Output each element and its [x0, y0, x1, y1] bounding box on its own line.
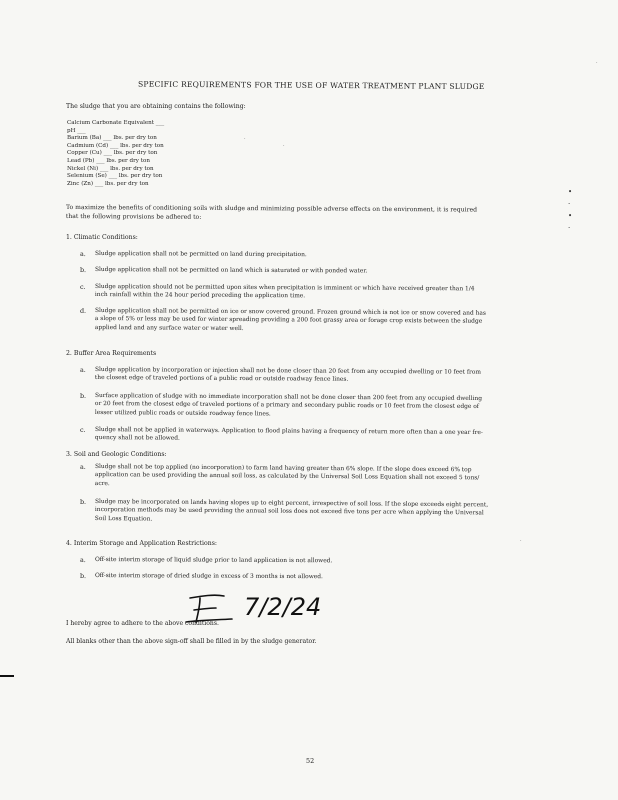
requirements-preamble: [66, 204, 558, 224]
provision-item: [79, 249, 560, 261]
provision-item: [79, 265, 560, 277]
provision-item: [79, 462, 560, 492]
analysis-list: [67, 120, 164, 188]
item-line: Sludge shall not be applied in waterways. Application to flood plains having a frequency of return more often than a one year fre-: [94, 426, 483, 437]
scan-speck: ·: [520, 538, 522, 544]
item-line: applied land and any surface water or water well.: [94, 324, 244, 332]
item-line: Sludge application shall not be permitted on ice or snow covered ground. Frozen ground which is not ice or snow covered and has: [94, 307, 486, 317]
item-letter: d.: [79, 306, 87, 315]
provision-item: [79, 365, 560, 386]
section-heading: 3. Soil and Geologic Conditions:: [66, 451, 167, 458]
item-line: Sludge may be incorporated on lands having slopes up to eight percent, irrespective of soil loss. If the slope exceeds eight percent,: [94, 498, 489, 509]
provision-item: [79, 306, 560, 335]
analysis-line: pH ___: [67, 127, 86, 134]
scan-speck: ·: [283, 143, 285, 149]
item-letter: a.: [79, 249, 86, 258]
analysis-line: Copper (Cu) ___ lbs. per dry ton: [67, 150, 158, 157]
analysis-line: Calcium Carbonate Equivalent ___: [67, 120, 165, 126]
item-letter: a.: [79, 462, 86, 471]
item-line: lesser utilized public roads or outside roadway fence lines.: [94, 409, 271, 417]
section-heading: 2. Buffer Area Requirements: [66, 350, 157, 357]
item-line: Soil Loss Equation.: [94, 515, 153, 523]
preamble-line: To maximize the benefits of conditioning soils with sludge and minimizing possible adverse effects on the environment, it is required: [65, 204, 478, 214]
provision-item: [79, 425, 560, 446]
item-line: Sludge application shall not be permitted on land which is saturated or with ponded water.: [94, 267, 368, 275]
item-line: quency shall not be allowed.: [94, 435, 180, 442]
item-line: incorporation methods may be used providing the annual soil loss does not exceed five tons per acre when applying the Universal: [94, 507, 484, 517]
item-line: Sludge shall not be top applied (no incorporation) to farm land having greater than 6% slope. If the slope does exceed 6% top: [94, 463, 472, 474]
item-letter: b.: [79, 497, 87, 506]
page-title: SPECIFIC REQUIREMENTS FOR THE USE OF WATER TREATMENT PLANT SLUDGE: [137, 79, 485, 92]
item-letter: a.: [79, 365, 86, 374]
handwritten-date: 7/2/24: [244, 593, 322, 621]
item-letter: c.: [79, 282, 86, 291]
section-heading: 1. Climatic Conditions:: [66, 234, 138, 241]
provision-item: [79, 555, 560, 567]
analysis-line: Zinc (Zn) ___ lbs. per dry ton: [67, 180, 149, 187]
provision-item: [79, 282, 560, 302]
provision-item: [79, 571, 560, 583]
item-line: Sludge application by incorporation or injection shall not be done closer than 20 feet from any occupied dwelling or 10 feet from: [94, 366, 482, 376]
page-number: 52: [306, 757, 315, 765]
item-line: or 20 feet from the closest edge of traveled portions of a primary and secondary public roads or 10 feet from the closest edge of: [94, 401, 479, 411]
scan-speck: ·: [596, 60, 598, 66]
intro-text: The sludge that you are obtaining contains the following:: [66, 103, 246, 110]
analysis-line: Selenium (Se) ___ lbs. per dry ton: [67, 173, 163, 180]
item-line: Off-site interim storage of dried sludge in excess of 3 months is not allowed.: [94, 573, 323, 581]
item-line: Off-site interim storage of liquid sludge prior to land application is not allowed.: [94, 557, 333, 565]
agreement-line: I hereby agree to adhere to the above conditions.: [66, 620, 219, 627]
item-letter: b.: [79, 265, 87, 274]
provision-item: [79, 497, 560, 527]
scan-speck: ·: [244, 136, 246, 142]
item-letter: b.: [79, 571, 87, 580]
item-line: a slope of 5% or less may be used for winter spreading providing a 200 foot grassy area or forage crop exists between the sludge: [94, 316, 483, 326]
item-line: inch rainfall within the 24 hour period preceding the application time.: [94, 292, 306, 300]
blanks-note: All blanks other than the above sign-off shall be filled in by the sludge generator.: [66, 638, 317, 645]
item-letter: c.: [79, 425, 86, 434]
binding-mark: [0, 675, 14, 677]
section-heading: 4. Interim Storage and Application Restrictions:: [66, 540, 217, 547]
item-line: Sludge application should not be permitted upon sites when precipitation is imminent or which have received greater than 1/4: [94, 283, 475, 293]
item-line: Surface application of sludge with no immediate incorporation shall not be done closer than 200 feet from any occupied dwelling: [94, 392, 482, 403]
analysis-line: Cadmium (Cd) ___ lbs. per dry ton: [67, 142, 164, 149]
provision-item: [79, 391, 560, 421]
analysis-line: Nickel (Ni) ___ lbs. per dry ton: [67, 165, 154, 172]
item-letter: b.: [79, 391, 87, 400]
item-line: the closest edge of traveled portions of a public road or outside roadway fence lines.: [94, 375, 349, 384]
margin-specks: • · • ·: [568, 188, 573, 232]
preamble-line: that the following provisions be adhered to:: [65, 212, 202, 221]
item-line: Sludge application shall not be permitted on land during precipitation.: [94, 250, 307, 259]
analysis-line: Barium (Ba) ___ lbs. per dry ton: [67, 135, 157, 142]
item-line: application can be used providing the annual soil loss, as calculated by the Universal Soil Loss Equation shall not exceed 5 tons/: [94, 472, 480, 482]
item-letter: a.: [79, 555, 86, 564]
analysis-line: Lead (Pb) ___ lbs. per dry ton: [67, 157, 150, 164]
item-line: acre.: [94, 480, 110, 487]
